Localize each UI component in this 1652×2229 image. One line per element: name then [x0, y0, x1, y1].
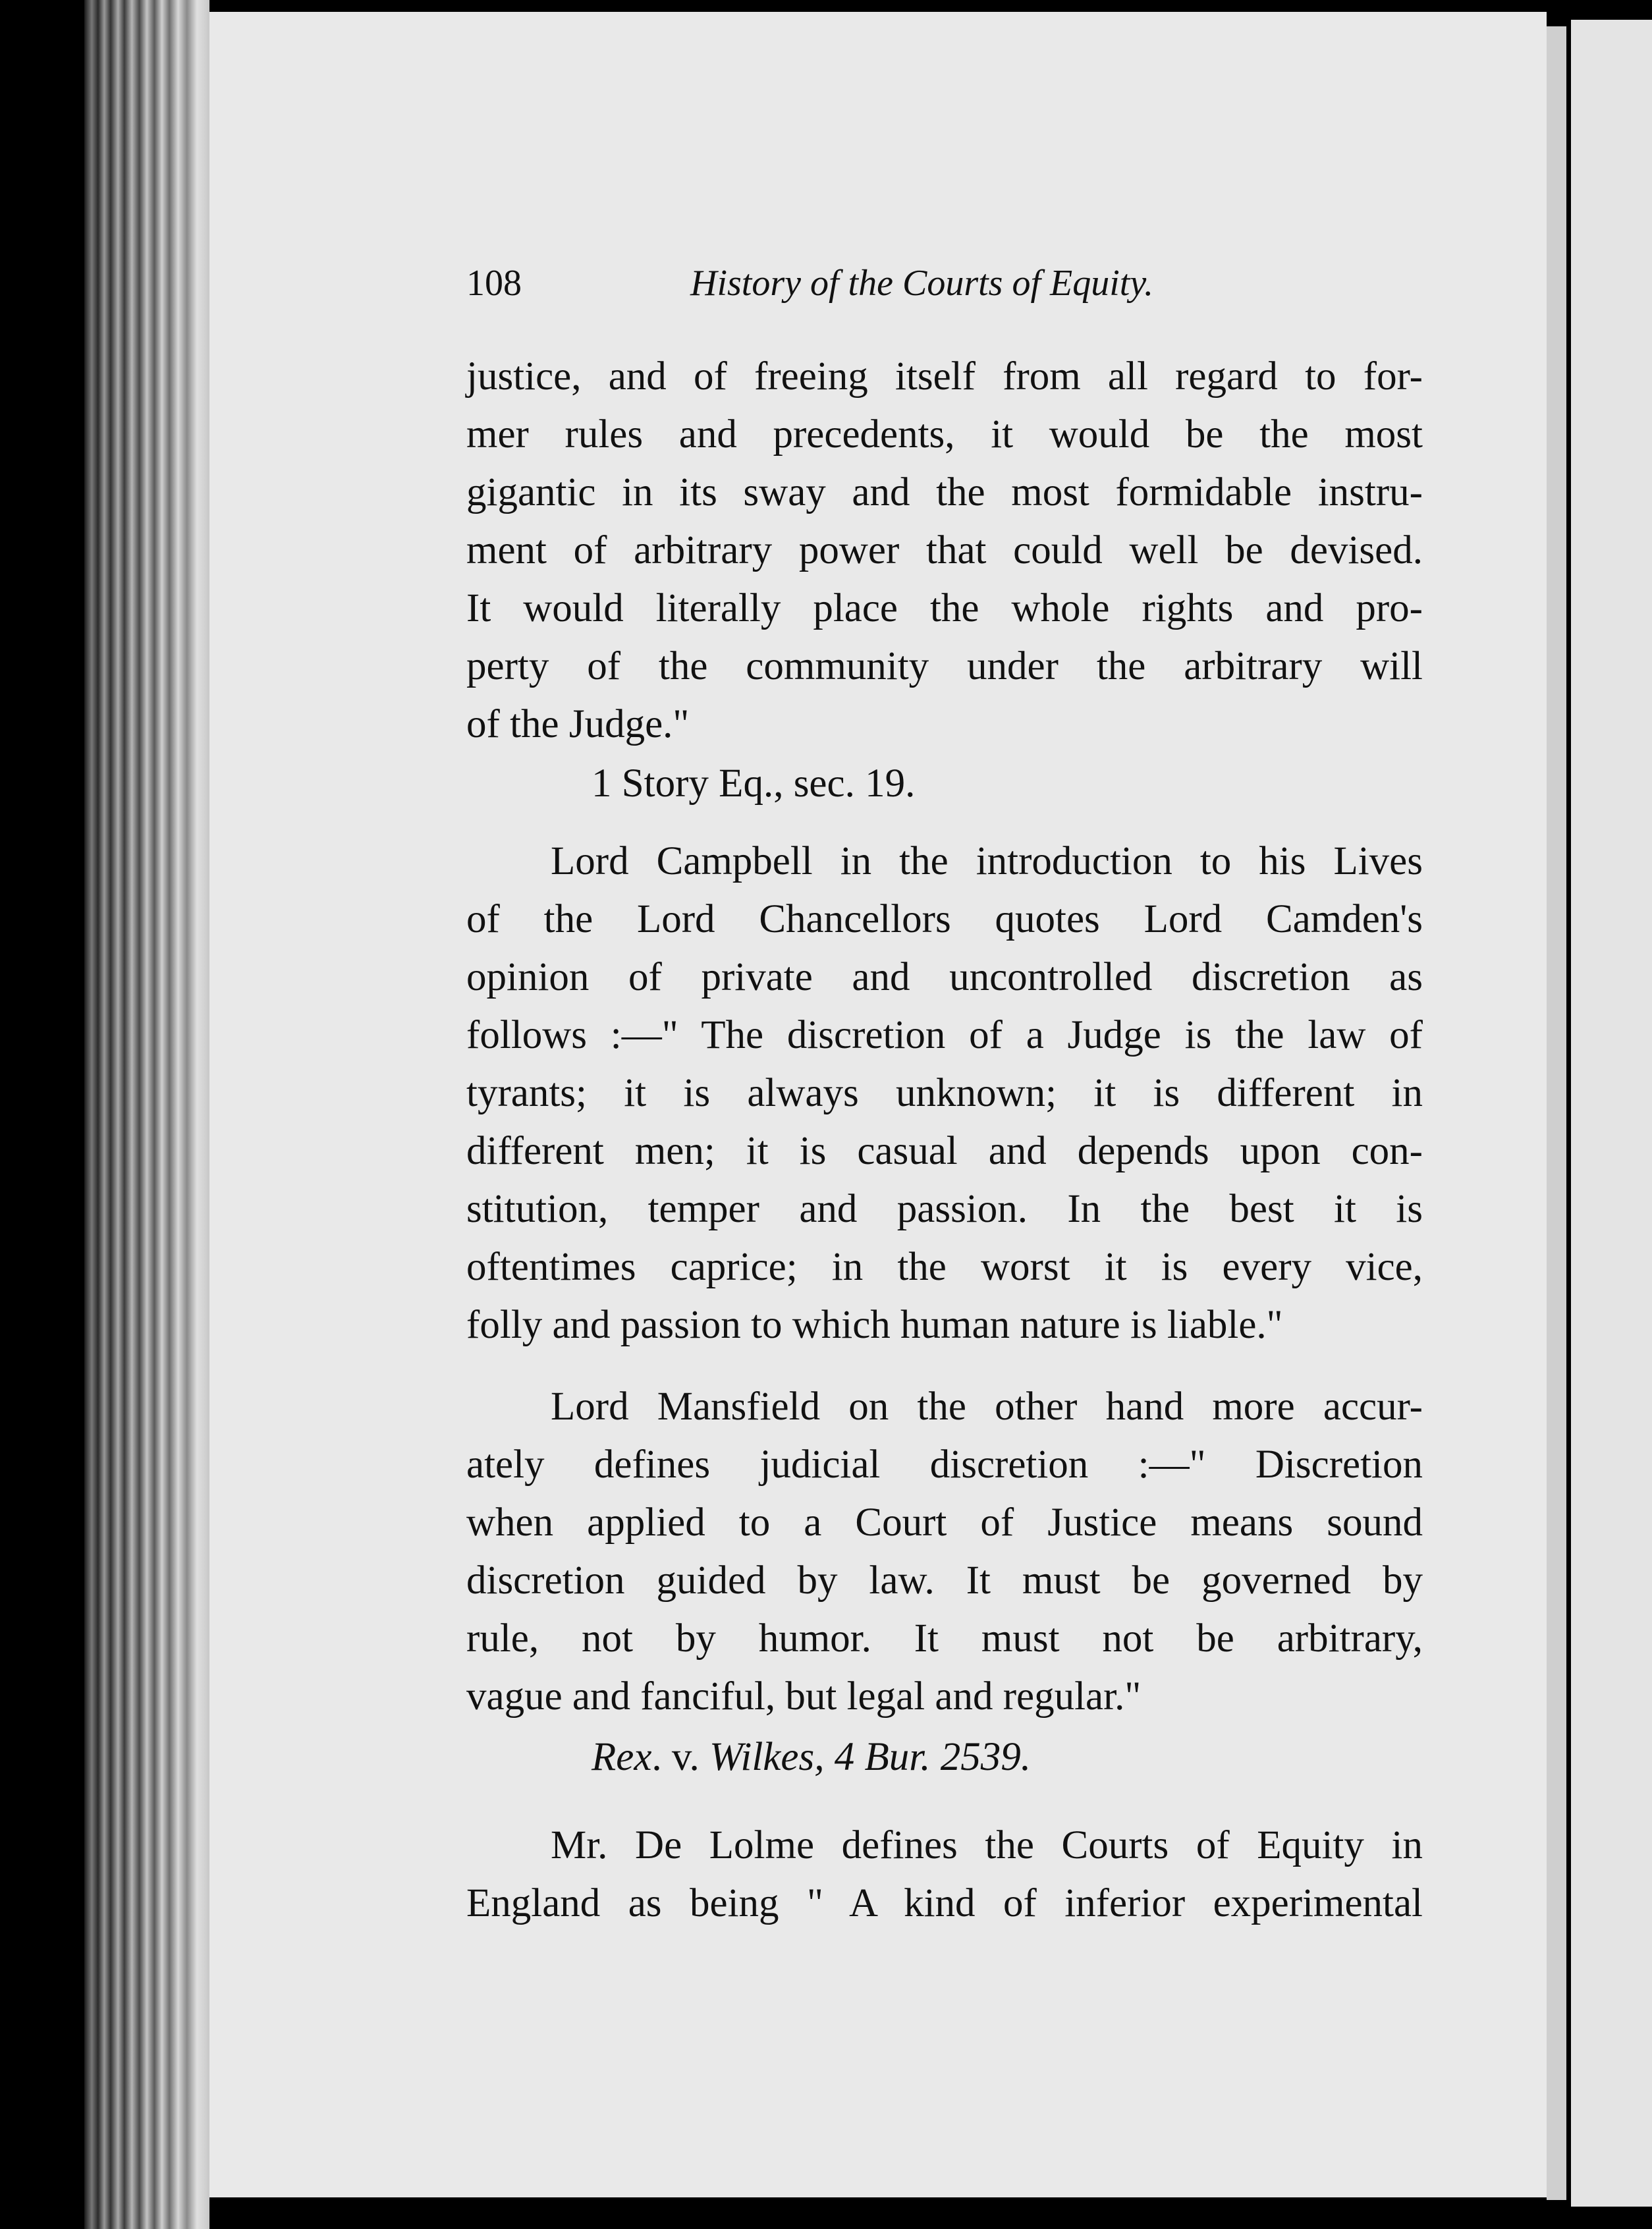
text-line: Lord Mansfield on the other hand more accur- [551, 1385, 1423, 1429]
text-line: Lord Campbell in the introduction to his Lives [551, 839, 1423, 883]
text-line: folly and passion to which human nature is liable." [466, 1303, 1283, 1347]
text-line: rule, not by humor. It must not be arbitrary, [466, 1616, 1423, 1661]
text-line: gigantic in its sway and the most formidable instru- [466, 470, 1423, 514]
page-header [466, 262, 1423, 315]
text-line: tyrants; it is always unknown; it is different in [466, 1071, 1423, 1115]
text-line: mer rules and precedents, it would be the most [466, 412, 1423, 456]
book-edge [84, 0, 209, 2229]
citation-rex-wilkes [592, 1731, 1031, 1784]
text-line: oftentimes caprice; in the worst it is every vice, [466, 1245, 1423, 1289]
citation-story: 1 Story Eq., sec. 19. [592, 761, 916, 806]
text-line: opinion of private and uncontrolled discretion as [466, 955, 1423, 999]
facing-page-edge [1571, 20, 1652, 2207]
text-line: It would literally place the whole rights and pro- [466, 586, 1423, 630]
text-line: follows :—" The discretion of a Judge is the law of [466, 1013, 1423, 1057]
text-line: of the Judge." [466, 702, 690, 746]
text-line: Mr. De Lolme defines the Courts of Equity in [551, 1823, 1423, 1867]
text-line: ately defines judicial discretion :—" Discretion [466, 1443, 1423, 1487]
text-line: when applied to a Court of Justice means sound [466, 1500, 1423, 1545]
text-line: vague and fanciful, but legal and regular." [466, 1674, 1142, 1719]
text-line: justice, and of freeing itself from all regard to for- [466, 354, 1423, 399]
text-line: England as being " A kind of inferior experimental [466, 1881, 1423, 1925]
citation-rex: Rex [592, 1735, 652, 1779]
text-line: discretion guided by law. It must be governed by [466, 1558, 1423, 1603]
citation-wilkes: Wilkes, 4 Bur. 2539. [709, 1735, 1031, 1779]
text-line: of the Lord Chancellors quotes Lord Camden's [466, 897, 1423, 941]
text-line: perty of the community under the arbitrary will [466, 644, 1423, 688]
text-line: ment of arbitrary power that could well be devised. [466, 528, 1423, 572]
page-number: 108 [466, 263, 522, 304]
citation-v: . v. [651, 1735, 709, 1779]
right-page-edge [1547, 26, 1566, 2200]
text-line: stitution, temper and passion. In the best it is [466, 1187, 1423, 1231]
text-line: different men; it is casual and depends upon con- [466, 1129, 1423, 1173]
running-title: History of the Courts of Equity. [690, 263, 1154, 304]
